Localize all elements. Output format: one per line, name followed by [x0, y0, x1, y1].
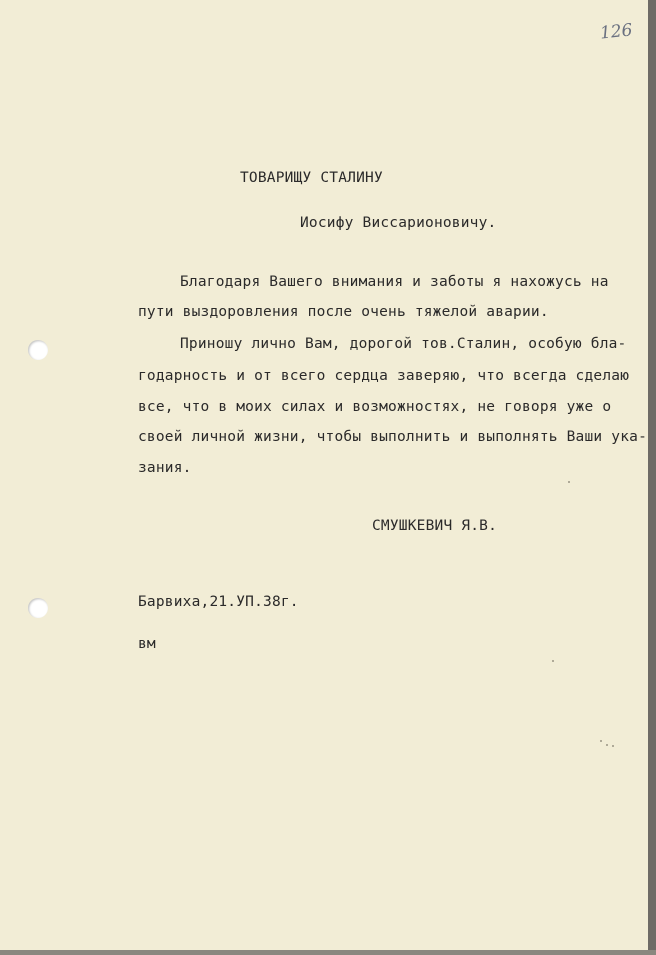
- dust-speck: [568, 481, 570, 483]
- punch-hole-top: [28, 340, 48, 360]
- handwritten-page-number: 126: [599, 20, 634, 44]
- page-bottom-edge: [0, 950, 656, 955]
- body-line: Приношу лично Вам, дорогой тов.Сталин, особую бла-: [180, 336, 627, 352]
- dust-speck: [552, 660, 554, 662]
- salutation: ТОВАРИЩУ СТАЛИНУ: [240, 170, 383, 186]
- body-line: своей личной жизни, чтобы выполнить и выполнять Ваши ука-: [138, 429, 647, 445]
- dust-speck: [600, 740, 602, 742]
- body-line: все, что в моих силах и возможностях, не говоря уже о: [138, 399, 612, 415]
- place-date: Барвиха,21.УП.38г.: [138, 594, 299, 610]
- dust-speck: [606, 744, 608, 746]
- page-edge-shadow: [648, 0, 656, 955]
- body-line: годарность и от всего сердца заверяю, что всегда сделаю: [138, 368, 630, 384]
- body-line: пути выздоровления после очень тяжелой аварии.: [138, 304, 549, 320]
- dust-speck: [612, 745, 614, 747]
- body-line: Благодаря Вашего внимания и заботы я нахожусь на: [180, 274, 609, 290]
- punch-hole-bottom: [28, 598, 48, 618]
- signature: СМУШКЕВИЧ Я.В.: [372, 518, 498, 534]
- body-line: зания.: [138, 460, 192, 476]
- addressee-name: Иосифу Виссарионовичу.: [300, 215, 497, 231]
- typist-initials: вм: [138, 636, 156, 652]
